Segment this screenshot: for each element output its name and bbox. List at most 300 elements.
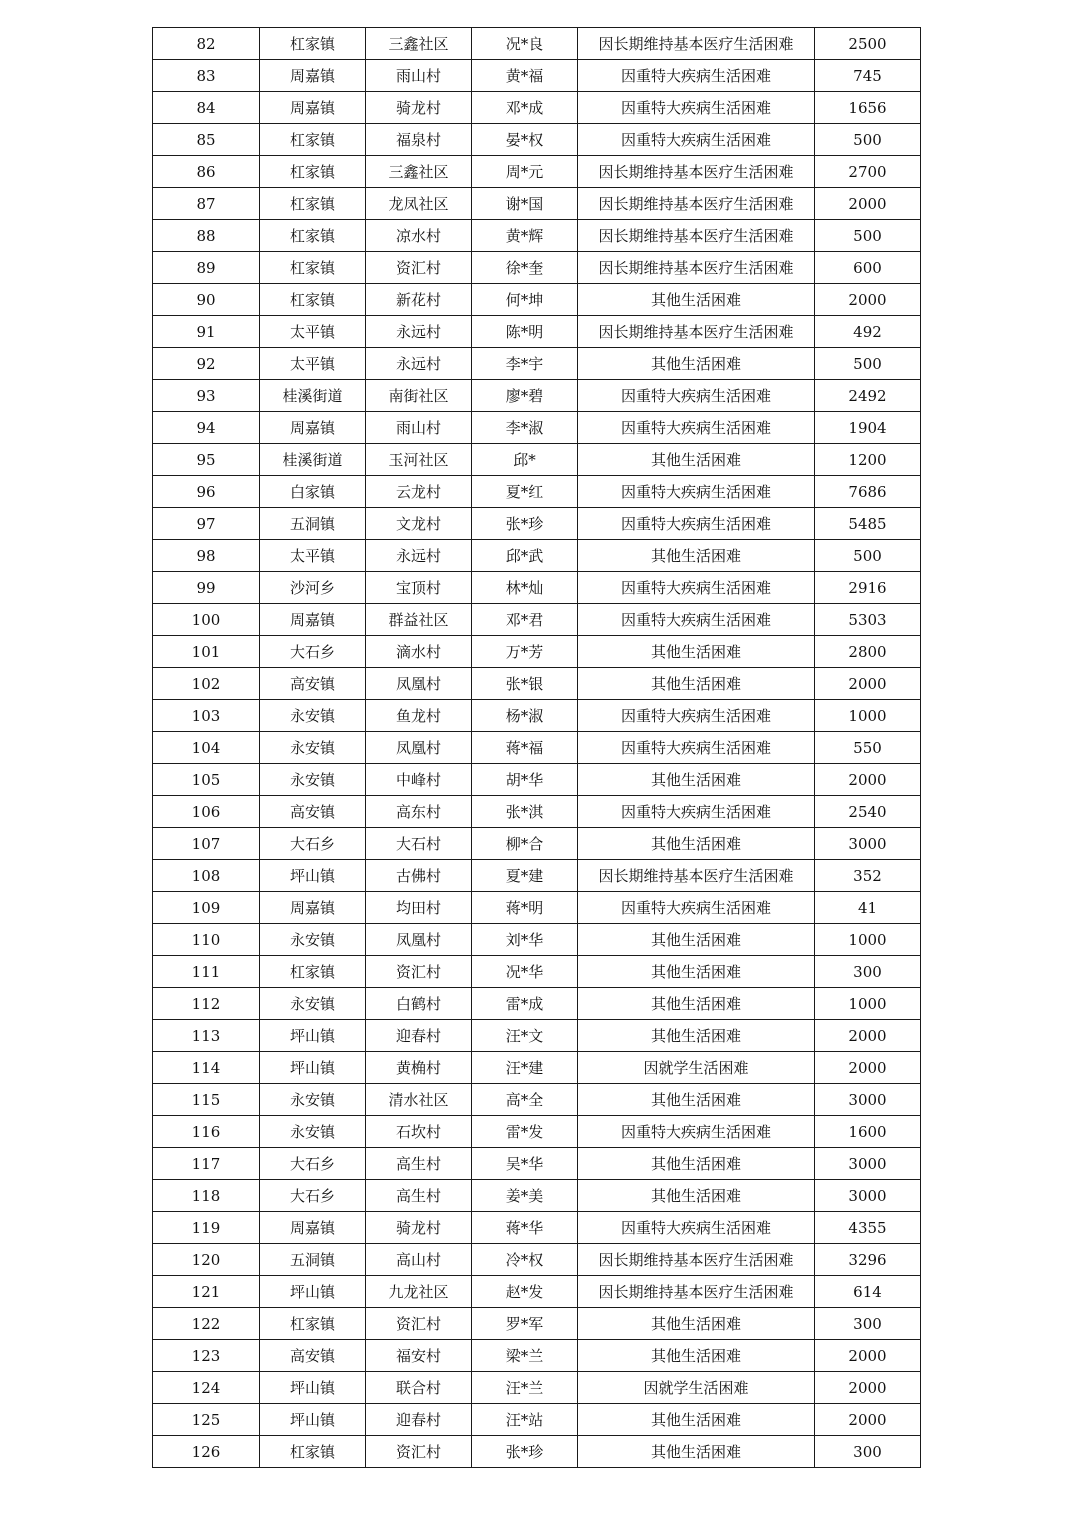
cell-serial-number: 85 [153,124,260,156]
cell-recipient-name: 晏*权 [472,124,578,156]
cell-recipient-name: 汪*兰 [472,1372,578,1404]
cell-town: 杠家镇 [260,188,366,220]
cell-serial-number: 93 [153,380,260,412]
cell-amount: 4355 [815,1212,921,1244]
cell-town: 坪山镇 [260,1052,366,1084]
cell-amount: 492 [815,316,921,348]
cell-village: 宝顶村 [366,572,472,604]
cell-serial-number: 104 [153,732,260,764]
table-row [153,28,921,60]
relief-recipient-table [152,27,921,1468]
cell-hardship-reason: 其他生活困难 [578,636,815,668]
cell-serial-number: 114 [153,1052,260,1084]
cell-hardship-reason: 因重特大疾病生活困难 [578,508,815,540]
cell-hardship-reason: 因长期维持基本医疗生活困难 [578,28,815,60]
cell-recipient-name: 黄*辉 [472,220,578,252]
cell-serial-number: 113 [153,1020,260,1052]
cell-recipient-name: 杨*淑 [472,700,578,732]
table-row [153,1052,921,1084]
cell-village: 九龙社区 [366,1276,472,1308]
cell-amount: 2000 [815,668,921,700]
table-row [153,1180,921,1212]
cell-hardship-reason: 因长期维持基本医疗生活困难 [578,316,815,348]
cell-town: 杠家镇 [260,156,366,188]
cell-village: 龙凤社区 [366,188,472,220]
cell-village: 凤凰村 [366,924,472,956]
cell-hardship-reason: 其他生活困难 [578,540,815,572]
cell-serial-number: 117 [153,1148,260,1180]
cell-recipient-name: 万*芳 [472,636,578,668]
table-row [153,604,921,636]
cell-amount: 2000 [815,284,921,316]
cell-town: 杠家镇 [260,220,366,252]
cell-serial-number: 95 [153,444,260,476]
cell-hardship-reason: 其他生活困难 [578,444,815,476]
cell-village: 玉河社区 [366,444,472,476]
cell-hardship-reason: 其他生活困难 [578,764,815,796]
cell-village: 白鹤村 [366,988,472,1020]
cell-recipient-name: 梁*兰 [472,1340,578,1372]
relief-list-sheet [152,27,920,1468]
cell-town: 白家镇 [260,476,366,508]
cell-town: 周嘉镇 [260,92,366,124]
cell-town: 周嘉镇 [260,892,366,924]
cell-village: 古佛村 [366,860,472,892]
cell-town: 大石乡 [260,1180,366,1212]
table-row [153,828,921,860]
cell-recipient-name: 李*淑 [472,412,578,444]
cell-serial-number: 83 [153,60,260,92]
cell-recipient-name: 徐*奎 [472,252,578,284]
cell-serial-number: 94 [153,412,260,444]
cell-town: 太平镇 [260,540,366,572]
cell-serial-number: 108 [153,860,260,892]
cell-town: 太平镇 [260,348,366,380]
cell-amount: 3296 [815,1244,921,1276]
cell-town: 高安镇 [260,1340,366,1372]
cell-hardship-reason: 因长期维持基本医疗生活困难 [578,1276,815,1308]
cell-serial-number: 111 [153,956,260,988]
cell-amount: 614 [815,1276,921,1308]
cell-serial-number: 90 [153,284,260,316]
table-row [153,444,921,476]
cell-recipient-name: 况*华 [472,956,578,988]
table-row [153,156,921,188]
cell-recipient-name: 张*淇 [472,796,578,828]
table-row [153,1212,921,1244]
cell-hardship-reason: 其他生活困难 [578,348,815,380]
cell-town: 太平镇 [260,316,366,348]
table-body [153,28,921,1468]
cell-serial-number: 118 [153,1180,260,1212]
cell-town: 杠家镇 [260,284,366,316]
cell-recipient-name: 赵*发 [472,1276,578,1308]
cell-serial-number: 98 [153,540,260,572]
cell-amount: 5485 [815,508,921,540]
cell-town: 坪山镇 [260,1276,366,1308]
cell-serial-number: 99 [153,572,260,604]
cell-town: 杠家镇 [260,1436,366,1468]
cell-serial-number: 106 [153,796,260,828]
cell-amount: 2000 [815,1020,921,1052]
cell-village: 三鑫社区 [366,156,472,188]
cell-village: 福安村 [366,1340,472,1372]
cell-serial-number: 101 [153,636,260,668]
cell-recipient-name: 张*银 [472,668,578,700]
table-row [153,924,921,956]
cell-recipient-name: 张*珍 [472,1436,578,1468]
table-row [153,92,921,124]
cell-recipient-name: 陈*明 [472,316,578,348]
cell-amount: 1904 [815,412,921,444]
cell-village: 新花村 [366,284,472,316]
table-row [153,508,921,540]
cell-town: 桂溪街道 [260,444,366,476]
table-row [153,700,921,732]
cell-amount: 500 [815,124,921,156]
cell-town: 坪山镇 [260,1372,366,1404]
cell-recipient-name: 黄*福 [472,60,578,92]
cell-hardship-reason: 因就学生活困难 [578,1052,815,1084]
cell-amount: 7686 [815,476,921,508]
cell-village: 滴水村 [366,636,472,668]
cell-village: 南街社区 [366,380,472,412]
cell-village: 骑龙村 [366,92,472,124]
table-row [153,636,921,668]
cell-recipient-name: 李*宇 [472,348,578,380]
cell-town: 五洞镇 [260,1244,366,1276]
cell-recipient-name: 雷*成 [472,988,578,1020]
cell-amount: 352 [815,860,921,892]
cell-village: 高生村 [366,1148,472,1180]
cell-town: 杠家镇 [260,1308,366,1340]
cell-serial-number: 109 [153,892,260,924]
cell-town: 杠家镇 [260,252,366,284]
table-row [153,316,921,348]
cell-recipient-name: 邓*成 [472,92,578,124]
cell-hardship-reason: 因重特大疾病生活困难 [578,892,815,924]
cell-hardship-reason: 因长期维持基本医疗生活困难 [578,1244,815,1276]
cell-village: 清水社区 [366,1084,472,1116]
cell-serial-number: 110 [153,924,260,956]
cell-serial-number: 124 [153,1372,260,1404]
cell-recipient-name: 汪*文 [472,1020,578,1052]
cell-town: 永安镇 [260,1084,366,1116]
cell-recipient-name: 况*良 [472,28,578,60]
cell-recipient-name: 邱* [472,444,578,476]
cell-amount: 300 [815,1436,921,1468]
cell-recipient-name: 林*灿 [472,572,578,604]
cell-amount: 3000 [815,828,921,860]
table-row [153,124,921,156]
cell-hardship-reason: 其他生活困难 [578,828,815,860]
cell-hardship-reason: 其他生活困难 [578,1084,815,1116]
table-row [153,1020,921,1052]
cell-amount: 1000 [815,988,921,1020]
cell-village: 均田村 [366,892,472,924]
cell-serial-number: 112 [153,988,260,1020]
cell-town: 大石乡 [260,636,366,668]
cell-hardship-reason: 其他生活困难 [578,1436,815,1468]
cell-recipient-name: 汪*建 [472,1052,578,1084]
cell-hardship-reason: 因长期维持基本医疗生活困难 [578,188,815,220]
cell-village: 资汇村 [366,1436,472,1468]
cell-town: 永安镇 [260,1116,366,1148]
cell-amount: 2800 [815,636,921,668]
cell-village: 石坎村 [366,1116,472,1148]
cell-hardship-reason: 其他生活困难 [578,924,815,956]
table-row [153,1244,921,1276]
cell-village: 鱼龙村 [366,700,472,732]
cell-amount: 1600 [815,1116,921,1148]
cell-amount: 2700 [815,156,921,188]
cell-amount: 2000 [815,1404,921,1436]
table-row [153,1276,921,1308]
cell-recipient-name: 蒋*明 [472,892,578,924]
cell-serial-number: 126 [153,1436,260,1468]
cell-village: 高山村 [366,1244,472,1276]
cell-amount: 300 [815,956,921,988]
cell-town: 坪山镇 [260,1404,366,1436]
table-row [153,1116,921,1148]
cell-town: 高安镇 [260,796,366,828]
table-row [153,892,921,924]
cell-amount: 3000 [815,1148,921,1180]
cell-recipient-name: 邓*君 [472,604,578,636]
cell-village: 大石村 [366,828,472,860]
table-row [153,1308,921,1340]
cell-serial-number: 103 [153,700,260,732]
cell-hardship-reason: 因重特大疾病生活困难 [578,572,815,604]
cell-recipient-name: 冷*权 [472,1244,578,1276]
cell-hardship-reason: 因重特大疾病生活困难 [578,60,815,92]
cell-hardship-reason: 因重特大疾病生活困难 [578,1212,815,1244]
cell-hardship-reason: 其他生活困难 [578,1020,815,1052]
cell-town: 坪山镇 [260,1020,366,1052]
table-row [153,1404,921,1436]
cell-hardship-reason: 因重特大疾病生活困难 [578,476,815,508]
cell-village: 中峰村 [366,764,472,796]
cell-serial-number: 115 [153,1084,260,1116]
table-row [153,412,921,444]
cell-village: 雨山村 [366,60,472,92]
cell-town: 杠家镇 [260,956,366,988]
cell-town: 桂溪街道 [260,380,366,412]
cell-amount: 500 [815,540,921,572]
cell-village: 联合村 [366,1372,472,1404]
cell-serial-number: 116 [153,1116,260,1148]
cell-serial-number: 105 [153,764,260,796]
table-row [153,60,921,92]
cell-amount: 500 [815,220,921,252]
cell-serial-number: 100 [153,604,260,636]
cell-recipient-name: 刘*华 [472,924,578,956]
cell-serial-number: 89 [153,252,260,284]
table-row [153,220,921,252]
cell-amount: 550 [815,732,921,764]
table-row [153,1372,921,1404]
cell-recipient-name: 何*坤 [472,284,578,316]
cell-hardship-reason: 因重特大疾病生活困难 [578,700,815,732]
cell-hardship-reason: 因重特大疾病生活困难 [578,380,815,412]
table-row [153,732,921,764]
cell-town: 周嘉镇 [260,1212,366,1244]
cell-hardship-reason: 其他生活困难 [578,1148,815,1180]
table-row [153,188,921,220]
cell-amount: 1000 [815,700,921,732]
cell-hardship-reason: 其他生活困难 [578,284,815,316]
cell-hardship-reason: 其他生活困难 [578,1340,815,1372]
cell-amount: 600 [815,252,921,284]
cell-recipient-name: 胡*华 [472,764,578,796]
cell-hardship-reason: 因重特大疾病生活困难 [578,604,815,636]
cell-town: 杠家镇 [260,28,366,60]
table-row [153,540,921,572]
cell-serial-number: 84 [153,92,260,124]
cell-amount: 2000 [815,1340,921,1372]
cell-village: 三鑫社区 [366,28,472,60]
cell-village: 资汇村 [366,1308,472,1340]
table-row [153,1340,921,1372]
cell-village: 云龙村 [366,476,472,508]
cell-recipient-name: 柳*合 [472,828,578,860]
cell-recipient-name: 夏*建 [472,860,578,892]
cell-hardship-reason: 因重特大疾病生活困难 [578,92,815,124]
cell-town: 大石乡 [260,828,366,860]
cell-village: 凉水村 [366,220,472,252]
cell-serial-number: 88 [153,220,260,252]
cell-amount: 1656 [815,92,921,124]
table-row [153,796,921,828]
cell-amount: 1200 [815,444,921,476]
table-row [153,284,921,316]
table-row [153,668,921,700]
cell-recipient-name: 汪*站 [472,1404,578,1436]
cell-amount: 5303 [815,604,921,636]
cell-town: 永安镇 [260,764,366,796]
cell-town: 永安镇 [260,700,366,732]
cell-village: 迎春村 [366,1404,472,1436]
cell-amount: 1000 [815,924,921,956]
cell-serial-number: 107 [153,828,260,860]
cell-recipient-name: 谢*国 [472,188,578,220]
table-row [153,956,921,988]
cell-recipient-name: 周*元 [472,156,578,188]
table-row [153,348,921,380]
cell-village: 迎春村 [366,1020,472,1052]
cell-recipient-name: 张*珍 [472,508,578,540]
cell-village: 永远村 [366,540,472,572]
cell-amount: 2000 [815,1372,921,1404]
table-row [153,252,921,284]
cell-town: 坪山镇 [260,860,366,892]
table-row [153,860,921,892]
cell-village: 永远村 [366,348,472,380]
cell-amount: 2000 [815,764,921,796]
cell-amount: 300 [815,1308,921,1340]
cell-serial-number: 121 [153,1276,260,1308]
cell-serial-number: 82 [153,28,260,60]
cell-village: 高东村 [366,796,472,828]
cell-hardship-reason: 因长期维持基本医疗生活困难 [578,156,815,188]
cell-village: 群益社区 [366,604,472,636]
cell-recipient-name: 姜*美 [472,1180,578,1212]
cell-amount: 745 [815,60,921,92]
cell-amount: 2540 [815,796,921,828]
cell-village: 骑龙村 [366,1212,472,1244]
cell-recipient-name: 夏*红 [472,476,578,508]
cell-town: 沙河乡 [260,572,366,604]
cell-serial-number: 96 [153,476,260,508]
cell-serial-number: 87 [153,188,260,220]
cell-serial-number: 102 [153,668,260,700]
table-row [153,1436,921,1468]
cell-serial-number: 97 [153,508,260,540]
cell-hardship-reason: 因重特大疾病生活困难 [578,124,815,156]
cell-amount: 500 [815,348,921,380]
table-row [153,476,921,508]
cell-town: 周嘉镇 [260,60,366,92]
cell-amount: 2492 [815,380,921,412]
cell-village: 资汇村 [366,956,472,988]
cell-town: 高安镇 [260,668,366,700]
cell-town: 杠家镇 [260,124,366,156]
cell-serial-number: 91 [153,316,260,348]
cell-town: 五洞镇 [260,508,366,540]
cell-recipient-name: 蒋*福 [472,732,578,764]
table-row [153,380,921,412]
cell-amount: 2500 [815,28,921,60]
table-row [153,572,921,604]
cell-hardship-reason: 因长期维持基本医疗生活困难 [578,220,815,252]
cell-village: 文龙村 [366,508,472,540]
cell-hardship-reason: 因重特大疾病生活困难 [578,1116,815,1148]
cell-hardship-reason: 其他生活困难 [578,956,815,988]
cell-serial-number: 122 [153,1308,260,1340]
table-row [153,1148,921,1180]
cell-town: 永安镇 [260,988,366,1020]
cell-village: 福泉村 [366,124,472,156]
cell-hardship-reason: 因长期维持基本医疗生活困难 [578,252,815,284]
cell-hardship-reason: 其他生活困难 [578,1308,815,1340]
cell-village: 高生村 [366,1180,472,1212]
cell-serial-number: 86 [153,156,260,188]
cell-recipient-name: 罗*军 [472,1308,578,1340]
cell-village: 雨山村 [366,412,472,444]
cell-serial-number: 119 [153,1212,260,1244]
cell-amount: 41 [815,892,921,924]
cell-hardship-reason: 其他生活困难 [578,988,815,1020]
cell-amount: 3000 [815,1180,921,1212]
cell-village: 凤凰村 [366,732,472,764]
cell-recipient-name: 廖*碧 [472,380,578,412]
cell-amount: 2916 [815,572,921,604]
cell-hardship-reason: 其他生活困难 [578,1404,815,1436]
cell-hardship-reason: 因重特大疾病生活困难 [578,732,815,764]
cell-hardship-reason: 其他生活困难 [578,668,815,700]
cell-serial-number: 120 [153,1244,260,1276]
cell-town: 周嘉镇 [260,604,366,636]
cell-town: 永安镇 [260,732,366,764]
cell-hardship-reason: 其他生活困难 [578,1180,815,1212]
table-row [153,1084,921,1116]
cell-recipient-name: 邱*武 [472,540,578,572]
cell-serial-number: 125 [153,1404,260,1436]
cell-serial-number: 92 [153,348,260,380]
cell-village: 永远村 [366,316,472,348]
cell-hardship-reason: 因就学生活困难 [578,1372,815,1404]
cell-recipient-name: 蒋*华 [472,1212,578,1244]
